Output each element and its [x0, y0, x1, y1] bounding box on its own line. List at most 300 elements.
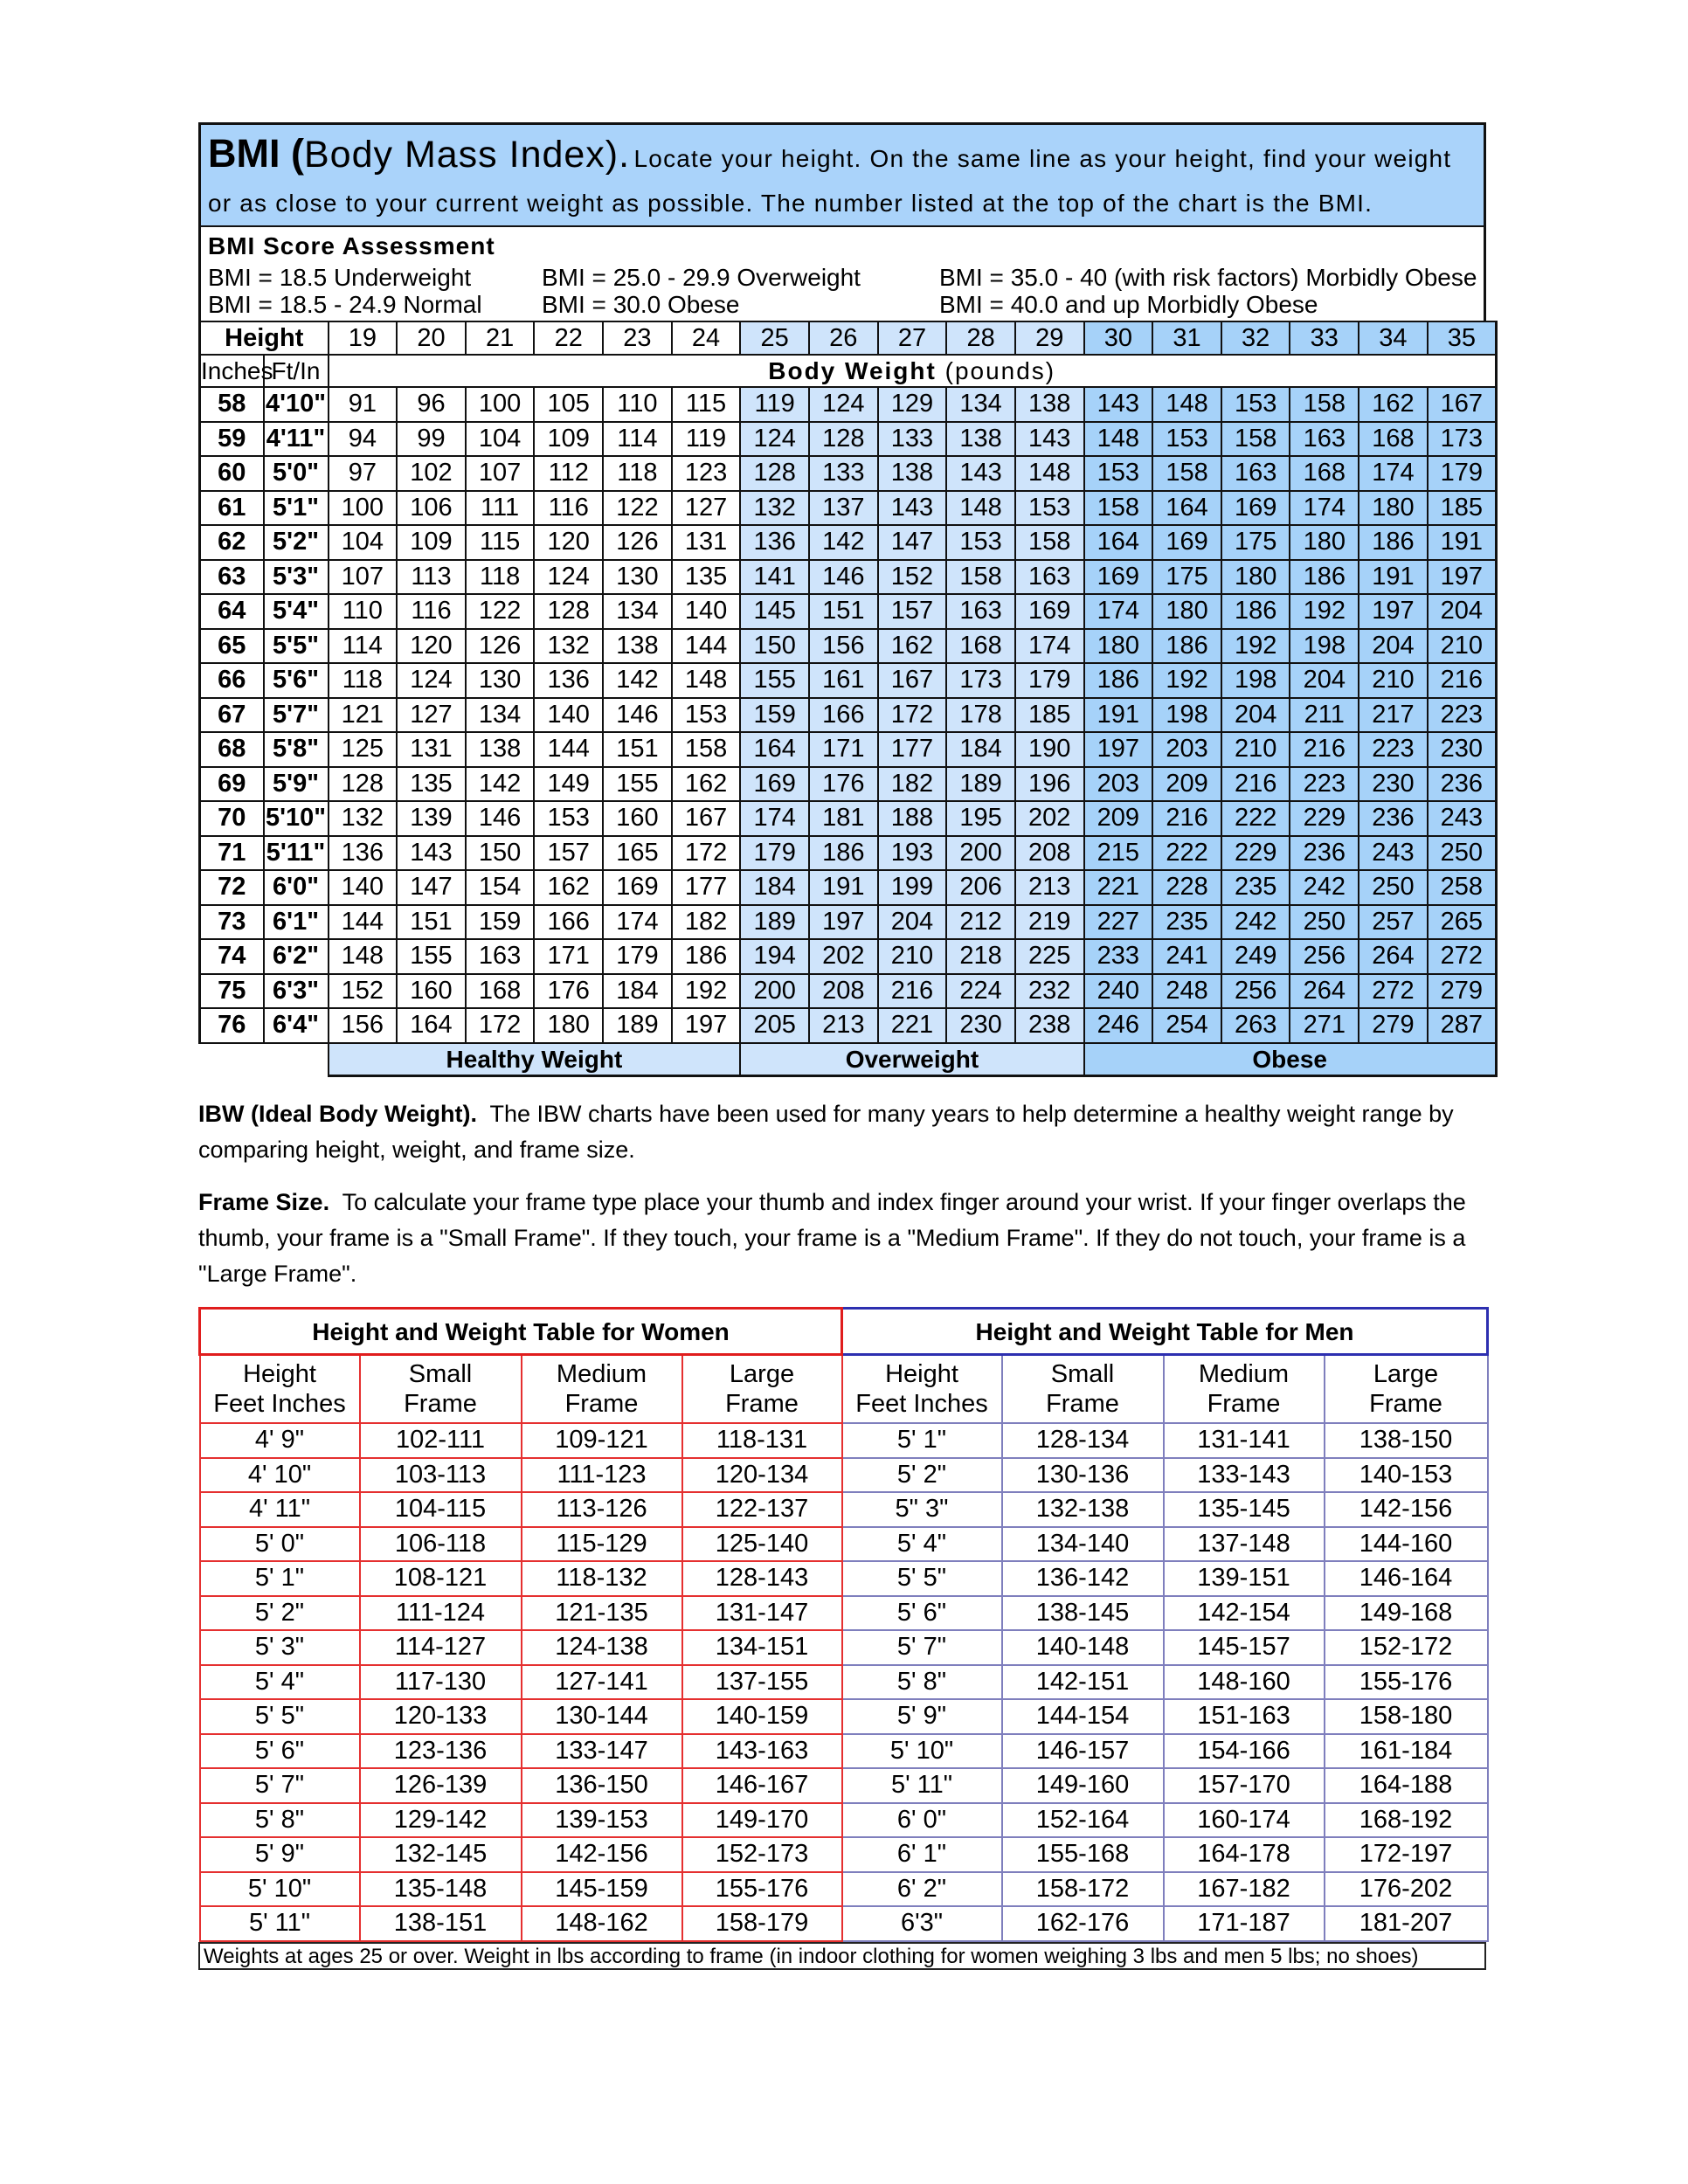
weight-cell: 169: [1221, 491, 1290, 526]
column-header-line: Small: [1050, 1360, 1115, 1388]
men-weight-range: 152-164: [1002, 1803, 1164, 1838]
weight-cell: 144: [672, 629, 741, 664]
weight-cell: 153: [672, 698, 741, 733]
weight-cell: 97: [329, 456, 398, 491]
height-inches: 71: [200, 836, 264, 871]
weight-cell: 152: [329, 974, 398, 1009]
column-header-line: Height: [885, 1360, 958, 1388]
weight-cell: 147: [397, 870, 466, 905]
women-weight-range: 133-147: [522, 1734, 682, 1769]
women-height: 5' 8": [200, 1803, 360, 1838]
men-weight-range: 149-160: [1002, 1768, 1164, 1803]
women-height: 4' 11": [200, 1492, 360, 1527]
weight-cell: 169: [1015, 594, 1084, 629]
men-weight-range: 140-153: [1325, 1458, 1488, 1493]
weight-cell: 248: [1152, 974, 1221, 1009]
weight-cell: 200: [740, 974, 809, 1009]
weight-cell: 135: [672, 560, 741, 595]
ibw-paragraph: [198, 1096, 1491, 1168]
women-weight-range: 102-111: [360, 1423, 522, 1458]
weight-cell: 128: [809, 422, 878, 457]
weight-cell: 180: [1221, 560, 1290, 595]
weight-cell: 195: [946, 801, 1015, 836]
column-header-line: Frame: [404, 1390, 477, 1418]
bmi-row: [200, 939, 1497, 974]
weight-cell: 233: [1084, 939, 1153, 974]
weight-cell: 186: [1290, 560, 1359, 595]
column-header-line: Frame: [1046, 1390, 1119, 1418]
men-weight-range: 152-172: [1325, 1630, 1488, 1665]
women-weight-range: 145-159: [522, 1872, 682, 1907]
weight-cell: 221: [878, 1008, 947, 1043]
frame-size-heading: Frame Size.: [198, 1189, 330, 1215]
men-height: 5' 7": [842, 1630, 1002, 1665]
bmi-value-header: 32: [1221, 321, 1290, 355]
men-weight-range: 146-157: [1002, 1734, 1164, 1769]
weight-cell: 186: [1084, 663, 1153, 698]
weight-cell: 230: [1428, 732, 1497, 767]
weight-cell: 134: [466, 698, 535, 733]
height-header: Height: [200, 321, 329, 355]
bmi-value-header: 25: [740, 321, 809, 355]
weight-cell: 224: [946, 974, 1015, 1009]
weight-cell: 174: [1015, 629, 1084, 664]
weight-cell: 118: [466, 560, 535, 595]
women-weight-range: 137-155: [682, 1665, 842, 1700]
women-weight-range: 136-150: [522, 1768, 682, 1803]
men-weight-range: 128-134: [1002, 1423, 1164, 1458]
ibw-row: [200, 1803, 1488, 1838]
weight-cell: 191: [1428, 525, 1497, 560]
weight-cell: 228: [1152, 870, 1221, 905]
weight-cell: 235: [1221, 870, 1290, 905]
weight-cell: 133: [878, 422, 947, 457]
men-weight-range: 157-170: [1164, 1768, 1325, 1803]
weight-cell: 197: [1428, 560, 1497, 595]
weight-cell: 163: [1015, 560, 1084, 595]
weight-cell: 168: [466, 974, 535, 1009]
assessment-item: BMI = 18.5 Underweight: [208, 264, 472, 291]
weight-cell: 230: [946, 1008, 1015, 1043]
weight-cell: 264: [1359, 939, 1428, 974]
women-weight-range: 125-140: [682, 1527, 842, 1562]
weight-cell: 157: [534, 836, 603, 871]
women-weight-range: 149-170: [682, 1803, 842, 1838]
bmi-value-header: 20: [397, 321, 466, 355]
weight-cell: 184: [603, 974, 672, 1009]
weight-cell: 99: [397, 422, 466, 457]
weight-cell: 136: [534, 663, 603, 698]
weight-cell: 155: [397, 939, 466, 974]
column-header-line: Feet Inches: [213, 1390, 346, 1418]
men-weight-range: 149-168: [1325, 1596, 1488, 1631]
women-weight-range: 120-133: [360, 1699, 522, 1734]
weight-cell: 143: [397, 836, 466, 871]
women-height: 5' 9": [200, 1837, 360, 1872]
weight-cell: 180: [534, 1008, 603, 1043]
weight-cell: 222: [1152, 836, 1221, 871]
men-weight-range: 144-160: [1325, 1527, 1488, 1562]
weight-cell: 210: [1221, 732, 1290, 767]
weight-cell: 216: [1428, 663, 1497, 698]
women-weight-range: 132-145: [360, 1837, 522, 1872]
weight-cell: 185: [1015, 698, 1084, 733]
weight-cell: 160: [603, 801, 672, 836]
men-table-title: Height and Weight Table for Men: [842, 1309, 1488, 1355]
weight-cell: 140: [534, 698, 603, 733]
bmi-row: [200, 801, 1497, 836]
weight-cell: 243: [1359, 836, 1428, 871]
weight-cell: 272: [1359, 974, 1428, 1009]
weight-cell: 104: [329, 525, 398, 560]
weight-cell: 168: [946, 629, 1015, 664]
men-weight-range: 160-174: [1164, 1803, 1325, 1838]
weight-cell: 179: [1015, 663, 1084, 698]
men-weight-range: 139-151: [1164, 1561, 1325, 1596]
ibw-row: [200, 1596, 1488, 1631]
weight-cell: 116: [397, 594, 466, 629]
weight-cell: 279: [1359, 1008, 1428, 1043]
weight-cell: 165: [603, 836, 672, 871]
weight-cell: 203: [1152, 732, 1221, 767]
assessment-item: BMI = 40.0 and up Morbidly Obese: [939, 291, 1318, 318]
weight-cell: 194: [740, 939, 809, 974]
bmi-value-header: 31: [1152, 321, 1221, 355]
weight-cell: 164: [1152, 491, 1221, 526]
weight-cell: 202: [809, 939, 878, 974]
weight-cell: 118: [603, 456, 672, 491]
weight-cell: 265: [1428, 905, 1497, 940]
bmi-row: [200, 836, 1497, 871]
weight-cell: 114: [329, 629, 398, 664]
height-ftin: 5'2": [264, 525, 329, 560]
weight-cell: 186: [1221, 594, 1290, 629]
weight-cell: 216: [1221, 767, 1290, 802]
height-inches: 72: [200, 870, 264, 905]
weight-cell: 169: [1152, 525, 1221, 560]
weight-cell: 243: [1428, 801, 1497, 836]
weight-cell: 242: [1290, 870, 1359, 905]
men-weight-range: 132-138: [1002, 1492, 1164, 1527]
weight-cell: 130: [603, 560, 672, 595]
weight-cell: 151: [397, 905, 466, 940]
height-ftin: 5'9": [264, 767, 329, 802]
men-weight-range: 142-156: [1325, 1492, 1488, 1527]
weight-cell: 172: [672, 836, 741, 871]
weight-cell: 186: [1152, 629, 1221, 664]
weight-cell: 107: [466, 456, 535, 491]
weight-cell: 279: [1428, 974, 1497, 1009]
weight-cell: 192: [672, 974, 741, 1009]
weight-cell: 122: [466, 594, 535, 629]
men-height: 6' 2": [842, 1872, 1002, 1907]
weight-cell: 167: [672, 801, 741, 836]
weight-cell: 100: [329, 491, 398, 526]
weight-cell: 112: [534, 456, 603, 491]
height-ftin: 4'10": [264, 387, 329, 422]
women-height: 5' 3": [200, 1630, 360, 1665]
weight-cell: 174: [1084, 594, 1153, 629]
men-weight-range: 164-188: [1325, 1768, 1488, 1803]
weight-cell: 180: [1084, 629, 1153, 664]
weight-cell: 181: [809, 801, 878, 836]
weight-cell: 168: [1290, 456, 1359, 491]
ibw-row: [200, 1423, 1488, 1458]
weight-cell: 240: [1084, 974, 1153, 1009]
weight-cell: 119: [740, 387, 809, 422]
bmi-row: [200, 525, 1497, 560]
weight-cell: 110: [603, 387, 672, 422]
ibw-row: [200, 1492, 1488, 1527]
bmi-table: [198, 321, 1498, 1077]
weight-cell: 148: [1084, 422, 1153, 457]
height-ftin: 6'2": [264, 939, 329, 974]
weight-cell: 204: [878, 905, 947, 940]
bmi-chart: [198, 122, 1486, 1077]
men-weight-range: 137-148: [1164, 1527, 1325, 1562]
women-weight-range: 127-141: [522, 1665, 682, 1700]
weight-cell: 250: [1428, 836, 1497, 871]
weight-cell: 218: [946, 939, 1015, 974]
weight-cell: 227: [1084, 905, 1153, 940]
men-weight-range: 158-172: [1002, 1872, 1164, 1907]
height-ftin: 5'10": [264, 801, 329, 836]
weight-cell: 186: [809, 836, 878, 871]
weight-cell: 271: [1290, 1008, 1359, 1043]
frame-size-text: To calculate your frame type place your thumb and index finger around your wrist. If your finger overlaps the thumb, your frame is a "Small Frame". If they touch, your frame is a "Medium Frame". If they do not touch, your frame is a "Large Frame".: [198, 1189, 1466, 1287]
weight-cell: 142: [466, 767, 535, 802]
women-height: 5' 5": [200, 1699, 360, 1734]
weight-cell: 216: [1290, 732, 1359, 767]
weight-cell: 146: [809, 560, 878, 595]
weight-cell: 162: [672, 767, 741, 802]
weight-cell: 118: [329, 663, 398, 698]
women-weight-range: 152-173: [682, 1837, 842, 1872]
weight-cell: 163: [1221, 456, 1290, 491]
column-header: [1325, 1355, 1488, 1424]
men-weight-range: 138-145: [1002, 1596, 1164, 1631]
bmi-assessment: [198, 227, 1486, 321]
weight-cell: 133: [809, 456, 878, 491]
weight-cell: 222: [1221, 801, 1290, 836]
ibw-row: [200, 1699, 1488, 1734]
weight-cell: 171: [534, 939, 603, 974]
weight-cell: 204: [1221, 698, 1290, 733]
weight-cell: 235: [1152, 905, 1221, 940]
bmi-row: [200, 629, 1497, 664]
men-weight-range: 151-163: [1164, 1699, 1325, 1734]
ftin-header: Ft/In: [264, 355, 329, 387]
column-header: [1164, 1355, 1325, 1424]
bmi-row: [200, 387, 1497, 422]
weight-cell: 113: [397, 560, 466, 595]
weight-cell: 162: [878, 629, 947, 664]
column-header: [360, 1355, 522, 1424]
weight-cell: 168: [1359, 422, 1428, 457]
weight-cell: 186: [1359, 525, 1428, 560]
men-weight-range: 130-136: [1002, 1458, 1164, 1493]
height-ftin: 6'1": [264, 905, 329, 940]
weight-cell: 132: [534, 629, 603, 664]
weight-cell: 175: [1221, 525, 1290, 560]
weight-cell: 236: [1290, 836, 1359, 871]
men-weight-range: 138-150: [1325, 1423, 1488, 1458]
weight-cell: 197: [1359, 594, 1428, 629]
height-inches: 64: [200, 594, 264, 629]
women-weight-range: 122-137: [682, 1492, 842, 1527]
weight-cell: 173: [1428, 422, 1497, 457]
weight-cell: 192: [1290, 594, 1359, 629]
bmi-value-header: 33: [1290, 321, 1359, 355]
weight-cell: 150: [466, 836, 535, 871]
weight-cell: 258: [1428, 870, 1497, 905]
column-header-line: Small: [408, 1360, 473, 1388]
women-weight-range: 108-121: [360, 1561, 522, 1596]
weight-cell: 163: [466, 939, 535, 974]
weight-cell: 199: [878, 870, 947, 905]
height-ftin: 5'8": [264, 732, 329, 767]
women-weight-range: 123-136: [360, 1734, 522, 1769]
bmi-value-header: 21: [466, 321, 535, 355]
bmi-header: [198, 122, 1486, 227]
weight-cell: 210: [1359, 663, 1428, 698]
women-weight-range: 104-115: [360, 1492, 522, 1527]
weight-cell: 131: [397, 732, 466, 767]
weight-cell: 136: [329, 836, 398, 871]
weight-cell: 162: [534, 870, 603, 905]
ibw-row: [200, 1630, 1488, 1665]
ibw-row: [200, 1458, 1488, 1493]
bmi-value-header: 24: [672, 321, 741, 355]
weight-cell: 159: [740, 698, 809, 733]
men-height: 5' 5": [842, 1561, 1002, 1596]
weight-cell: 128: [534, 594, 603, 629]
weight-cell: 128: [329, 767, 398, 802]
weight-cell: 156: [329, 1008, 398, 1043]
bmi-title: Body Mass Index).: [303, 134, 631, 176]
women-height: 4' 10": [200, 1458, 360, 1493]
weight-cell: 188: [878, 801, 947, 836]
bmi-row: [200, 594, 1497, 629]
weight-cell: 124: [809, 387, 878, 422]
healthy-weight-label: Healthy Weight: [329, 1043, 741, 1076]
weight-cell: 174: [603, 905, 672, 940]
men-weight-range: 167-182: [1164, 1872, 1325, 1907]
weight-cell: 242: [1221, 905, 1290, 940]
weight-cell: 158: [672, 732, 741, 767]
height-ftin: 4'11": [264, 422, 329, 457]
height-ftin: 5'11": [264, 836, 329, 871]
weight-cell: 155: [740, 663, 809, 698]
weight-cell: 143: [946, 456, 1015, 491]
weight-cell: 145: [740, 594, 809, 629]
weight-cell: 134: [603, 594, 672, 629]
weight-cell: 163: [946, 594, 1015, 629]
column-header-line: Medium: [556, 1360, 647, 1388]
weight-cell: 114: [603, 422, 672, 457]
weight-cell: 127: [397, 698, 466, 733]
weight-cell: 124: [397, 663, 466, 698]
height-ftin: 5'0": [264, 456, 329, 491]
women-weight-range: 109-121: [522, 1423, 682, 1458]
weight-cell: 139: [397, 801, 466, 836]
column-header-line: Medium: [1198, 1360, 1290, 1388]
weight-cell: 182: [878, 767, 947, 802]
weight-cell: 138: [1015, 387, 1084, 422]
weight-cell: 211: [1290, 698, 1359, 733]
women-weight-range: 120-134: [682, 1458, 842, 1493]
weight-cell: 124: [740, 422, 809, 457]
bmi-value-header: 26: [809, 321, 878, 355]
women-weight-range: 118-132: [522, 1561, 682, 1596]
men-weight-range: 161-184: [1325, 1734, 1488, 1769]
weight-cell: 191: [809, 870, 878, 905]
men-weight-range: 176-202: [1325, 1872, 1488, 1907]
weight-cell: 110: [329, 594, 398, 629]
women-weight-range: 146-167: [682, 1768, 842, 1803]
men-weight-range: 181-207: [1325, 1906, 1488, 1941]
body-weight-header: [329, 355, 1497, 387]
weight-cell: 203: [1084, 767, 1153, 802]
weight-cell: 162: [1359, 387, 1428, 422]
weight-cell: 172: [878, 698, 947, 733]
weight-cell: 164: [1084, 525, 1153, 560]
weight-cell: 146: [466, 801, 535, 836]
weight-cell: 225: [1015, 939, 1084, 974]
bmi-row: [200, 560, 1497, 595]
women-weight-range: 126-139: [360, 1768, 522, 1803]
bmi-value-header: 29: [1015, 321, 1084, 355]
weight-cell: 142: [603, 663, 672, 698]
weight-cell: 176: [534, 974, 603, 1009]
column-header-line: Frame: [564, 1390, 639, 1418]
weight-cell: 158: [1221, 422, 1290, 457]
weight-cell: 144: [534, 732, 603, 767]
men-weight-range: 145-157: [1164, 1630, 1325, 1665]
ibw-row: [200, 1734, 1488, 1769]
weight-cell: 204: [1290, 663, 1359, 698]
weight-cell: 129: [878, 387, 947, 422]
women-weight-range: 121-135: [522, 1596, 682, 1631]
weight-cell: 138: [946, 422, 1015, 457]
women-weight-range: 138-151: [360, 1906, 522, 1941]
weight-cell: 115: [672, 387, 741, 422]
men-weight-range: 136-142: [1002, 1561, 1164, 1596]
weight-cell: 208: [809, 974, 878, 1009]
men-height: 5' 9": [842, 1699, 1002, 1734]
weight-cell: 143: [1015, 422, 1084, 457]
weight-cell: 287: [1428, 1008, 1497, 1043]
weight-cell: 205: [740, 1008, 809, 1043]
men-height: 5" 3": [842, 1492, 1002, 1527]
weight-cell: 126: [466, 629, 535, 664]
men-height: 5' 4": [842, 1527, 1002, 1562]
frame-size-paragraph: [198, 1185, 1491, 1292]
weight-cell: 191: [1359, 560, 1428, 595]
weight-cell: 215: [1084, 836, 1153, 871]
weight-cell: 148: [1152, 387, 1221, 422]
weight-cell: 166: [809, 698, 878, 733]
weight-cell: 158: [946, 560, 1015, 595]
weight-cell: 169: [740, 767, 809, 802]
weight-cell: 152: [878, 560, 947, 595]
weight-cell: 141: [740, 560, 809, 595]
women-weight-range: 117-130: [360, 1665, 522, 1700]
height-ftin: 5'1": [264, 491, 329, 526]
height-inches: 73: [200, 905, 264, 940]
weight-cell: 184: [740, 870, 809, 905]
weight-cell: 159: [466, 905, 535, 940]
